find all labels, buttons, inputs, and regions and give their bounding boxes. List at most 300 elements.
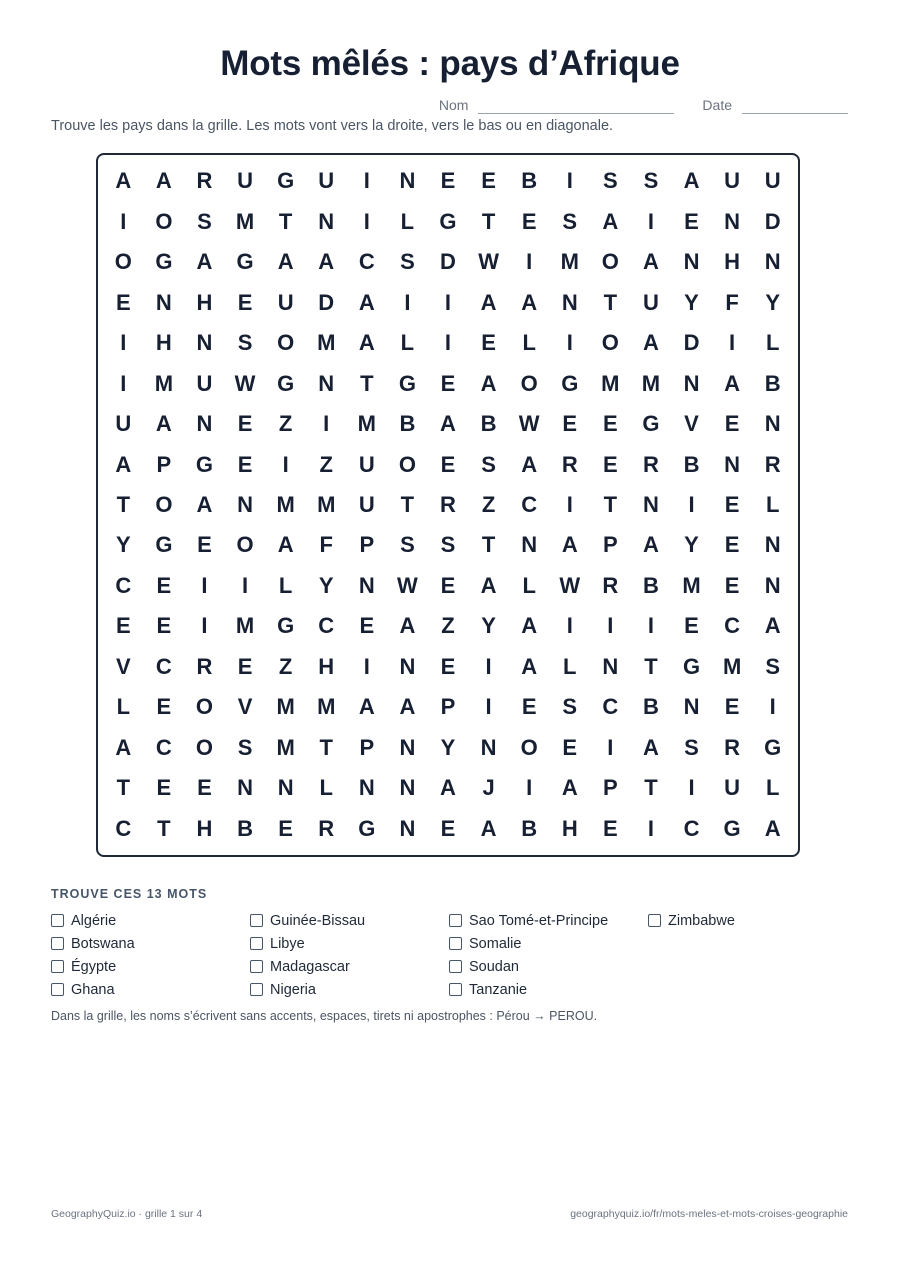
grid-cell[interactable]: C [318, 613, 335, 639]
grid-cell[interactable]: J [482, 775, 495, 801]
grid-cell[interactable]: A [683, 168, 700, 194]
grid-cell[interactable]: A [196, 249, 213, 275]
grid-cell[interactable]: N [764, 532, 781, 558]
grid-cell[interactable]: D [440, 249, 456, 275]
grid-cell[interactable]: I [729, 330, 736, 356]
grid-cell[interactable]: S [400, 249, 415, 275]
grid-cell[interactable]: U [724, 168, 741, 194]
grid-cell[interactable]: N [683, 370, 700, 396]
grid-cell[interactable]: E [237, 451, 253, 477]
grid-cell[interactable]: G [764, 734, 782, 760]
grid-cell[interactable]: I [241, 572, 249, 598]
grid-cell[interactable]: N [155, 289, 172, 315]
grid-cell[interactable]: N [237, 775, 253, 801]
grid-cell[interactable]: S [765, 653, 781, 679]
grid-cell[interactable]: A [155, 168, 172, 194]
word-list-item[interactable] [449, 978, 648, 1001]
grid-cell[interactable]: E [521, 694, 537, 720]
grid-cell[interactable]: E [440, 572, 456, 598]
grid-cell[interactable]: Y [115, 532, 131, 558]
grid-cell[interactable]: O [195, 734, 214, 760]
grid-cell[interactable]: C [724, 613, 741, 639]
grid-cell[interactable]: E [115, 613, 131, 639]
grid-cell[interactable]: B [521, 815, 538, 841]
grid-cell[interactable]: T [481, 208, 496, 234]
grid-cell[interactable]: I [444, 289, 452, 315]
grid-cell[interactable]: C [115, 572, 132, 598]
grid-cell[interactable]: A [155, 411, 172, 437]
grid-cell[interactable]: L [765, 330, 780, 356]
grid-cell[interactable]: R [318, 815, 335, 841]
grid-cell[interactable]: M [317, 694, 336, 720]
grid-cell[interactable]: N [358, 775, 375, 801]
grid-cell[interactable]: E [156, 694, 172, 720]
grid-cell[interactable]: I [363, 208, 370, 234]
grid-cell[interactable]: A [440, 775, 456, 801]
grid-cell[interactable]: A [521, 653, 538, 679]
grid-cell[interactable]: O [601, 249, 619, 275]
grid-cell[interactable]: N [318, 208, 335, 234]
grid-cell[interactable]: N [277, 775, 294, 801]
grid-cell[interactable]: S [237, 734, 253, 760]
grid-cell[interactable]: G [277, 370, 295, 396]
word-list-item[interactable] [449, 932, 648, 955]
grid-cell[interactable]: U [115, 411, 132, 437]
grid-cell[interactable]: L [522, 330, 536, 356]
word-checkbox[interactable] [449, 914, 462, 927]
grid-cell[interactable]: I [526, 775, 533, 801]
grid-cell[interactable]: N [764, 572, 781, 598]
grid-cell[interactable]: C [155, 734, 172, 760]
grid-cell[interactable]: T [400, 491, 415, 517]
grid-cell[interactable]: E [724, 532, 740, 558]
grid-cell[interactable]: I [485, 694, 492, 720]
grid-cell[interactable]: M [682, 572, 701, 598]
grid-cell[interactable]: T [644, 653, 658, 679]
grid-cell[interactable]: E [440, 451, 456, 477]
grid-cell[interactable]: E [481, 330, 496, 356]
grid-cell[interactable]: H [196, 815, 213, 841]
word-list-item[interactable] [449, 955, 648, 978]
grid-cell[interactable]: O [398, 451, 416, 477]
grid-cell[interactable]: N [561, 289, 578, 315]
grid-cell[interactable]: Z [278, 653, 293, 679]
grid-cell[interactable]: E [156, 572, 172, 598]
grid-cell[interactable]: I [566, 330, 573, 356]
grid-cell[interactable]: N [399, 653, 416, 679]
grid-cell[interactable]: N [237, 491, 253, 517]
word-list-item[interactable] [250, 955, 449, 978]
grid-cell[interactable]: A [358, 289, 375, 315]
grid-cell[interactable]: E [603, 411, 618, 437]
grid-cell[interactable]: I [485, 653, 492, 679]
grid-cell[interactable]: H [196, 289, 213, 315]
grid-cell[interactable]: R [602, 572, 619, 598]
grid-cell[interactable]: I [607, 734, 614, 760]
grid-cell[interactable]: B [642, 572, 659, 598]
grid-cell[interactable]: A [642, 532, 659, 558]
grid-cell[interactable]: N [358, 572, 375, 598]
grid-cell[interactable]: A [642, 330, 659, 356]
word-list-item[interactable] [250, 909, 449, 932]
grid-cell[interactable]: D [318, 289, 335, 315]
grid-cell[interactable]: O [155, 491, 173, 517]
grid-cell[interactable]: N [602, 653, 619, 679]
grid-cell[interactable]: A [561, 775, 578, 801]
grid-cell[interactable]: O [236, 532, 254, 558]
grid-cell[interactable]: G [358, 815, 376, 841]
word-checkbox[interactable] [51, 914, 64, 927]
grid-cell[interactable]: O [155, 208, 173, 234]
grid-cell[interactable]: E [481, 168, 496, 194]
grid-cell[interactable]: T [644, 775, 658, 801]
grid-cell[interactable]: N [196, 411, 213, 437]
grid-cell[interactable]: M [235, 208, 255, 234]
grid-cell[interactable]: A [521, 289, 538, 315]
grid-cell[interactable]: S [481, 451, 496, 477]
grid-cell[interactable]: W [518, 411, 540, 437]
grid-cell[interactable]: R [724, 734, 741, 760]
grid-cell[interactable]: H [155, 330, 172, 356]
date-line[interactable] [742, 97, 848, 114]
grid-cell[interactable]: A [521, 613, 538, 639]
grid-cell[interactable]: I [323, 411, 330, 437]
grid-cell[interactable]: O [520, 370, 538, 396]
grid-cell[interactable]: T [481, 532, 496, 558]
grid-cell[interactable]: H [318, 653, 335, 679]
grid-cell[interactable]: N [764, 249, 781, 275]
grid-cell[interactable]: G [277, 168, 295, 194]
grid-cell[interactable]: T [278, 208, 293, 234]
grid-cell[interactable]: E [603, 451, 618, 477]
grid-cell[interactable]: C [115, 815, 132, 841]
grid-cell[interactable]: O [520, 734, 538, 760]
grid-cell[interactable]: E [440, 370, 456, 396]
grid-cell[interactable]: A [642, 734, 659, 760]
grid-cell[interactable]: M [154, 370, 174, 396]
grid-cell[interactable]: E [237, 653, 253, 679]
grid-cell[interactable]: O [114, 249, 132, 275]
grid-cell[interactable]: T [116, 491, 131, 517]
grid-cell[interactable]: I [201, 613, 208, 639]
grid-cell[interactable]: N [521, 532, 538, 558]
grid-cell[interactable]: Z [319, 451, 333, 477]
name-line[interactable] [478, 97, 674, 114]
grid-cell[interactable]: Y [765, 289, 781, 315]
grid-cell[interactable]: N [399, 775, 416, 801]
grid-cell[interactable]: S [440, 532, 456, 558]
grid-cell[interactable]: P [156, 451, 172, 477]
grid-cell[interactable]: M [317, 330, 336, 356]
grid-cell[interactable]: M [722, 653, 742, 679]
grid-cell[interactable]: G [195, 451, 214, 477]
grid-cell[interactable]: B [521, 168, 538, 194]
grid-cell[interactable]: B [399, 411, 416, 437]
grid-cell[interactable]: E [440, 815, 456, 841]
grid-cell[interactable]: L [765, 775, 780, 801]
grid-cell[interactable]: N [764, 411, 781, 437]
grid-cell[interactable]: U [237, 168, 253, 194]
grid-cell[interactable]: G [439, 208, 457, 234]
word-checkbox[interactable] [250, 914, 263, 927]
grid-cell[interactable]: I [201, 572, 208, 598]
grid-cell[interactable]: M [357, 411, 376, 437]
grid-cell[interactable]: I [647, 613, 654, 639]
grid-cell[interactable]: N [399, 734, 416, 760]
grid-cell[interactable]: R [642, 451, 659, 477]
grid-cell[interactable]: S [562, 208, 578, 234]
grid-cell[interactable]: Y [440, 734, 456, 760]
grid-cell[interactable]: H [561, 815, 578, 841]
grid-cell[interactable]: S [400, 532, 415, 558]
grid-cell[interactable]: I [566, 491, 573, 517]
grid-cell[interactable]: R [764, 451, 781, 477]
grid-cell[interactable]: V [237, 694, 253, 720]
word-checkbox[interactable] [250, 960, 263, 973]
grid-cell[interactable]: I [647, 208, 654, 234]
grid-cell[interactable]: N [642, 491, 659, 517]
grid-cell[interactable]: E [278, 815, 293, 841]
grid-cell[interactable]: E [562, 734, 578, 760]
grid-cell[interactable]: E [724, 572, 740, 598]
grid-cell[interactable]: P [603, 532, 618, 558]
grid-cell[interactable]: T [603, 491, 618, 517]
grid-cell[interactable]: M [276, 491, 295, 517]
grid-cell[interactable]: A [480, 815, 497, 841]
grid-cell[interactable]: O [195, 694, 214, 720]
grid-cell[interactable]: I [120, 330, 127, 356]
grid-cell[interactable]: A [115, 168, 132, 194]
grid-cell[interactable]: C [602, 694, 619, 720]
grid-cell[interactable]: I [120, 208, 127, 234]
grid-cell[interactable]: A [358, 694, 375, 720]
word-list-item[interactable] [51, 909, 250, 932]
word-checkbox[interactable] [250, 937, 263, 950]
word-list-item[interactable] [51, 955, 250, 978]
grid-cell[interactable]: A [480, 572, 497, 598]
grid-cell[interactable]: B [642, 694, 659, 720]
grid-cell[interactable]: A [115, 451, 132, 477]
grid-cell[interactable]: A [642, 249, 659, 275]
grid-cell[interactable]: A [115, 734, 132, 760]
grid-cell[interactable]: I [363, 168, 370, 194]
grid-cell[interactable]: U [196, 370, 213, 396]
grid-cell[interactable]: G [642, 411, 660, 437]
grid-cell[interactable]: I [566, 168, 573, 194]
grid-cell[interactable]: A [277, 249, 294, 275]
grid-cell[interactable]: A [602, 208, 619, 234]
grid-cell[interactable]: E [724, 694, 740, 720]
grid-cell[interactable]: M [276, 734, 295, 760]
grid-cell[interactable]: I [404, 289, 411, 315]
grid-cell[interactable]: U [764, 168, 781, 194]
grid-cell[interactable]: N [724, 208, 741, 234]
grid-cell[interactable]: W [234, 370, 256, 396]
grid-cell[interactable]: A [724, 370, 741, 396]
grid-cell[interactable]: Y [318, 572, 334, 598]
grid-cell[interactable]: T [319, 734, 333, 760]
grid-cell[interactable]: U [358, 451, 375, 477]
grid-cell[interactable]: W [478, 249, 499, 275]
grid-cell[interactable]: G [277, 613, 295, 639]
grid-cell[interactable]: A [277, 532, 294, 558]
grid-cell[interactable]: E [156, 775, 172, 801]
word-list-item[interactable] [250, 932, 449, 955]
grid-cell[interactable]: L [400, 208, 415, 234]
grid-cell[interactable]: M [317, 491, 336, 517]
word-checkbox[interactable] [648, 914, 661, 927]
grid-cell[interactable]: N [196, 330, 213, 356]
word-checkbox[interactable] [449, 983, 462, 996]
grid-cell[interactable]: V [115, 653, 131, 679]
grid-cell[interactable]: D [683, 330, 700, 356]
word-checkbox[interactable] [51, 937, 64, 950]
grid-cell[interactable]: M [276, 694, 295, 720]
grid-cell[interactable]: A [358, 330, 375, 356]
grid-cell[interactable]: S [684, 734, 699, 760]
grid-cell[interactable]: D [764, 208, 781, 234]
grid-cell[interactable]: A [399, 694, 416, 720]
grid-cell[interactable]: R [561, 451, 578, 477]
grid-cell[interactable]: Z [481, 491, 496, 517]
grid-cell[interactable]: G [398, 370, 416, 396]
grid-cell[interactable]: W [559, 572, 581, 598]
grid-cell[interactable]: A [440, 411, 456, 437]
grid-cell[interactable]: L [278, 572, 293, 598]
grid-cell[interactable]: U [724, 775, 741, 801]
grid-cell[interactable]: A [196, 491, 213, 517]
grid-cell[interactable]: A [764, 815, 781, 841]
grid-cell[interactable]: M [235, 613, 255, 639]
grid-cell[interactable]: I [526, 249, 533, 275]
grid-cell[interactable]: F [725, 289, 739, 315]
grid-cell[interactable]: E [237, 411, 253, 437]
grid-cell[interactable]: N [399, 815, 416, 841]
grid-cell[interactable]: R [196, 653, 213, 679]
grid-cell[interactable]: E [197, 532, 212, 558]
grid-cell[interactable]: S [603, 168, 618, 194]
grid-cell[interactable]: Z [278, 411, 293, 437]
grid-cell[interactable]: A [480, 370, 497, 396]
grid-cell[interactable]: G [155, 249, 173, 275]
grid-cell[interactable]: I [688, 491, 695, 517]
word-checkbox[interactable] [51, 960, 64, 973]
grid-cell[interactable]: L [765, 491, 780, 517]
word-checkbox[interactable] [51, 983, 64, 996]
grid-cell[interactable]: N [480, 734, 497, 760]
grid-cell[interactable]: T [603, 289, 618, 315]
grid-cell[interactable]: U [358, 491, 375, 517]
grid-cell[interactable]: E [562, 411, 578, 437]
grid-cell[interactable]: G [561, 370, 579, 396]
grid-cell[interactable]: A [318, 249, 335, 275]
grid-cell[interactable]: B [764, 370, 781, 396]
grid-cell[interactable]: E [359, 613, 375, 639]
grid-cell[interactable]: E [684, 613, 699, 639]
grid-cell[interactable]: S [197, 208, 212, 234]
grid-cell[interactable]: P [359, 734, 375, 760]
grid-cell[interactable]: I [607, 613, 614, 639]
grid-cell[interactable]: L [400, 330, 415, 356]
grid-cell[interactable]: M [641, 370, 661, 396]
grid-cell[interactable]: C [521, 491, 538, 517]
grid-cell[interactable]: I [647, 815, 654, 841]
grid-cell[interactable]: Y [684, 289, 699, 315]
grid-cell[interactable]: E [237, 289, 253, 315]
word-list-item[interactable] [51, 932, 250, 955]
grid-cell[interactable]: R [440, 491, 456, 517]
grid-cell[interactable]: F [319, 532, 333, 558]
grid-cell[interactable]: C [155, 653, 172, 679]
grid-cell[interactable]: S [643, 168, 659, 194]
word-list-item[interactable] [449, 909, 648, 932]
grid-cell[interactable]: P [603, 775, 618, 801]
grid-cell[interactable]: U [642, 289, 659, 315]
grid-cell[interactable]: L [116, 694, 131, 720]
grid-cell[interactable]: A [399, 613, 416, 639]
grid-cell[interactable]: E [724, 411, 740, 437]
grid-cell[interactable]: G [155, 532, 173, 558]
grid-cell[interactable]: A [521, 451, 538, 477]
grid-cell[interactable]: W [397, 572, 418, 598]
word-list-item[interactable] [250, 978, 449, 1001]
grid-cell[interactable]: B [237, 815, 253, 841]
grid-cell[interactable]: P [440, 694, 456, 720]
grid-cell[interactable]: L [522, 572, 536, 598]
word-checkbox[interactable] [449, 937, 462, 950]
grid-cell[interactable]: E [115, 289, 131, 315]
word-list-item[interactable] [51, 978, 250, 1001]
grid-cell[interactable]: S [562, 694, 578, 720]
grid-cell[interactable]: C [358, 249, 375, 275]
grid-cell[interactable]: S [237, 330, 253, 356]
grid-cell[interactable]: Y [481, 613, 496, 639]
grid-cell[interactable]: E [684, 208, 699, 234]
grid-cell[interactable]: E [197, 775, 212, 801]
grid-cell[interactable]: O [277, 330, 295, 356]
grid-cell[interactable]: T [157, 815, 171, 841]
grid-cell[interactable]: I [769, 694, 776, 720]
grid-cell[interactable]: E [603, 815, 618, 841]
grid-cell[interactable]: O [601, 330, 619, 356]
grid-cell[interactable]: A [561, 532, 578, 558]
grid-cell[interactable]: T [116, 775, 131, 801]
grid-cell[interactable]: I [282, 451, 289, 477]
grid-cell[interactable]: R [196, 168, 213, 194]
grid-cell[interactable]: I [444, 330, 452, 356]
grid-cell[interactable]: A [764, 613, 781, 639]
grid-cell[interactable]: G [236, 249, 254, 275]
grid-cell[interactable]: N [318, 370, 335, 396]
word-checkbox[interactable] [250, 983, 263, 996]
grid-cell[interactable]: M [560, 249, 579, 275]
grid-cell[interactable]: E [440, 168, 456, 194]
grid-cell[interactable]: E [724, 491, 740, 517]
grid-cell[interactable]: N [683, 694, 700, 720]
grid-cell[interactable]: Y [684, 532, 699, 558]
grid-cell[interactable]: I [120, 370, 127, 396]
grid-cell[interactable]: I [363, 653, 370, 679]
grid-cell[interactable]: B [480, 411, 497, 437]
grid-cell[interactable]: A [480, 289, 497, 315]
grid-cell[interactable]: I [688, 775, 695, 801]
grid-cell[interactable]: M [601, 370, 620, 396]
grid-cell[interactable]: P [359, 532, 375, 558]
grid-cell[interactable]: U [277, 289, 294, 315]
grid-cell[interactable]: L [563, 653, 577, 679]
grid-cell[interactable]: N [683, 249, 700, 275]
grid-cell[interactable]: N [399, 168, 416, 194]
